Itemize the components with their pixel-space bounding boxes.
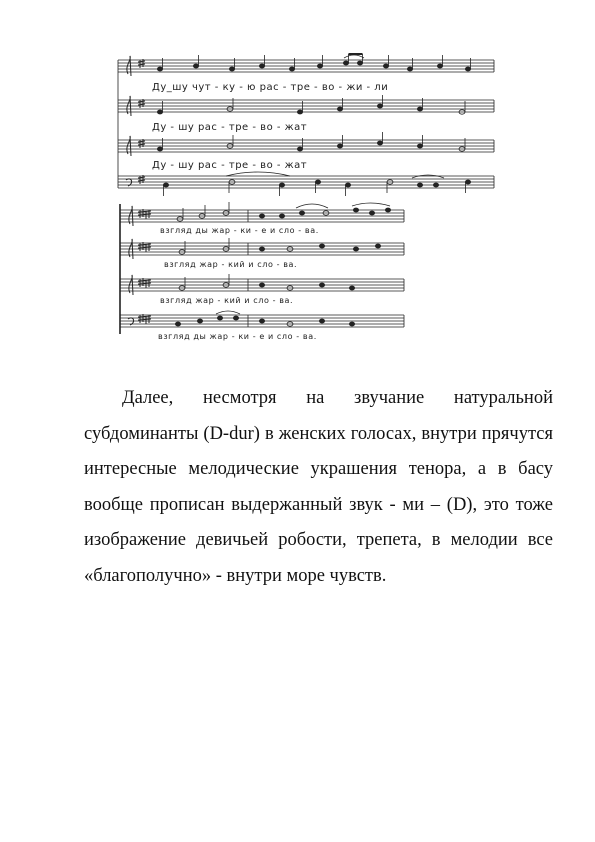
lyric-system1-voice3: Ду - шу рас - тре - во - жат [152,160,308,171]
key-signatures-2 [128,206,151,325]
staff-2 [118,100,494,112]
notes-staff-2 [157,95,465,114]
lyric-system2-voice1: взгляд ды жар - ки - е и сло - ва. [160,226,319,235]
lyric-system2-voice4: взгляд ды жар - ки - е и сло - ва. [158,332,317,341]
lyric-system2-voice2: взгляд жар - кий и сло - ва. [164,260,298,269]
lyric-system1-voice2: Ду - шу рас - тре - во - жат [152,122,308,133]
body-paragraph: Далее, несмотря на звучание натуральной субдоминанты (D-dur) в женских голосах, внутри прячутся интересные мелодические украшения тенора, а в басу вообще прописан выдержанный звук - ми – (D), это тоже изображение девичьей робости, трепета, в мелодии все «благополучно» - внутри море чувств. [84,388,553,586]
notes-staff-3 [157,132,465,151]
notes-staff-1 [157,54,470,71]
music-score-image [0,0,595,360]
lyric-system2-voice3: взгляд жар - кий и сло - ва. [160,296,294,305]
key-signatures [126,56,145,186]
lyric-system1-voice1: Ду_шу чут - ку - ю рас - тре - во - жи - ли [152,82,389,93]
staff-3 [118,140,494,152]
